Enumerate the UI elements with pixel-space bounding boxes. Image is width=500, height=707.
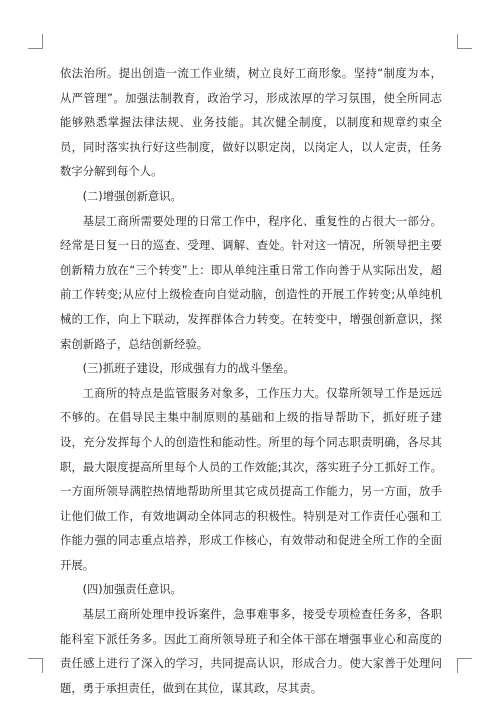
paragraph-innovation: 基层工商所需要处理的日常工作中，程序化、重复性的占很大一部分。经常是日复一日的巡查、受理、调解、查处。针对这一情况，所领导把主要创新精力放在“三个转变”上：即从单纯注重日常工作向善于从实际出发，超前工作转变;从应付上级检查向自觉动脑，创造性的开展工作转变;从单纯机械的工作，向上下联动，发挥群体合力转变。在转变中，增强创新意识，探索创新路子，总结创新经验。: [60, 214, 442, 351]
paragraph-rule-by-law: 依法治所。提出创造一流工作业绩，树立良好工商形象。坚持“制度为本，从严管理”。加强法制教育，政治学习，形成浓厚的学习氛围，使全所同志能够熟悉掌握法律法规、业务技能。其次健全制度，以制度和规章约束全员，同时落实执行好这些制度，做好以职定岗，以岗定人，以人定责，任务数字分解到每个人。: [60, 67, 442, 179]
heading-team-building: (三)抓班子建设，形成强有力的战斗堡垒。: [82, 362, 295, 376]
crop-mark-top-right: [457, 34, 472, 49]
heading-responsibility: (四)加强责任意识。: [82, 583, 182, 597]
crop-mark-bottom-left: [28, 658, 43, 673]
heading-innovation: (二)增强创新意识。: [82, 189, 182, 203]
crop-mark-bottom-right: [457, 658, 472, 673]
crop-mark-top-left: [28, 34, 43, 49]
paragraph-team-building: 工商所的特点是监管服务对象多，工作压力大。仅靠所领导工作是远远不够的。在倡导民主集中制原则的基础和上级的指导帮助下，抓好班子建设，充分发挥每个人的创造性和能动性。所里的每个同志职责明确，各尽其职，最大限度提高所里每个人员的工作效能;其次，落实班子分工抓好工作。一方面所领导满腔热情地帮助所里其它成员提高工作能力，另一方面，放手让他们做工作，有效地调动全体同志的积极性。特别是对工作责任心强和工作能力强的同志重点培养，形成工作核心，有效带动和促进全所工作的全面开展。: [60, 386, 442, 572]
document-body: [60, 62, 442, 701]
paragraph-responsibility: 基层工商所处理申投诉案件，急事难事多，接受专项检查任务多，各职能科室下派任务多。因此工商所领导班子和全体干部在增强事业心和高度的责任感上进行了深入的学习，共同提高认识，形成合力。使大家善于处理问题，勇于承担责任，做到在其位，谋其政，尽其责。: [60, 608, 442, 695]
